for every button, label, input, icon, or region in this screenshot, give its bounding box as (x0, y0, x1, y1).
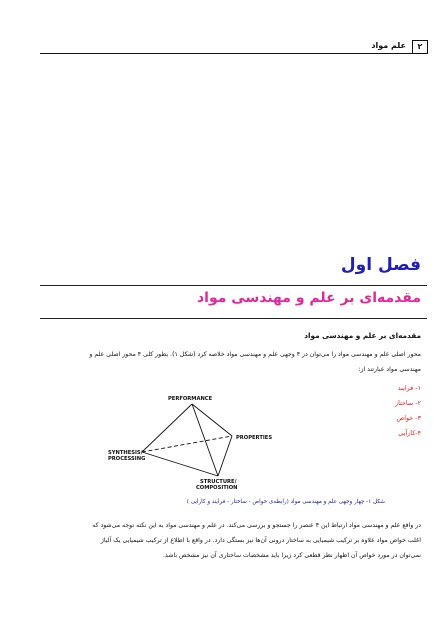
body-paragraph (30, 518, 421, 563)
chapter-number: فصل اول (340, 255, 421, 275)
pillar-item-structure: ۲- ساختار (395, 399, 421, 407)
label-properties: PROPERTIES (236, 435, 273, 441)
pillar-item-properties: ۳- خواص (396, 414, 421, 422)
label-processing-line-2: PROCESSING (108, 456, 146, 462)
edge-left-bottom (142, 452, 218, 476)
body-line-1: در واقع علم و مهندسی مواد ارتباط این ۴ عنصر را جستجو و بررسی می‌کند. در علم و مهندسی مواد به این نکته توجه می‌شود که (92, 522, 421, 529)
edge-top-left (142, 404, 192, 452)
label-performance: PERFORMANCE (168, 396, 213, 402)
chapter-rule-top (40, 285, 427, 286)
section-heading: مقدمه‌ای بر علم و مهندسی مواد (304, 331, 421, 340)
header-rule (40, 53, 427, 54)
chapter-rule-bottom (40, 318, 427, 319)
label-composition-line-2: COMPOSITION (196, 485, 238, 491)
label-synthesis-line-1: SYNTHESIS/ (108, 450, 143, 456)
pillar-item-processing: ۱- فرایند (397, 384, 421, 392)
running-header-title: علم مواد (371, 41, 406, 50)
intro-line-1: محور اصلی علم و مهندسی مواد را می‌توان در ۴ وجهی علم و مهندسی مواد خلاصه کرد (شکل ۱). بطور کلی ۴ محور اصلی علم و (89, 351, 421, 358)
intro-line-2: مهندسی مواد عبارتند از: (358, 366, 421, 373)
label-structure-line-1: STRUCTURE/ (200, 479, 237, 485)
body-line-2: اغلب خواص مواد علاوه بر ترکیب شیمیایی به ساختار درونی آن‌ها نیز بستگی دارد. در واقع با اطلاع از ترکیب شیمیایی یک آلیاژ (100, 537, 421, 544)
pillar-item-performance: ۴-کارآیی (398, 429, 421, 437)
intro-paragraph (30, 347, 421, 377)
chapter-title: مقدمه‌ای بر علم و مهندسی مواد (197, 290, 421, 306)
page-number: ۲ (412, 40, 428, 54)
body-line-3: نمی‌توان در مورد خواص آن اظهار نظر قطعی کرد زیرا باید مشخصات ساختاری آن نیز مشخص باشد. (163, 552, 421, 559)
figure-caption: شکل ۱- چهار وجهی علم و مهندسی مواد (رابطه‌ی خواص - ساختار - فرایند و کارایی ) (186, 499, 385, 505)
materials-tetrahedron-diagram (100, 392, 290, 492)
edge-left-right-hidden (142, 436, 232, 452)
edge-right-bottom (218, 436, 232, 476)
